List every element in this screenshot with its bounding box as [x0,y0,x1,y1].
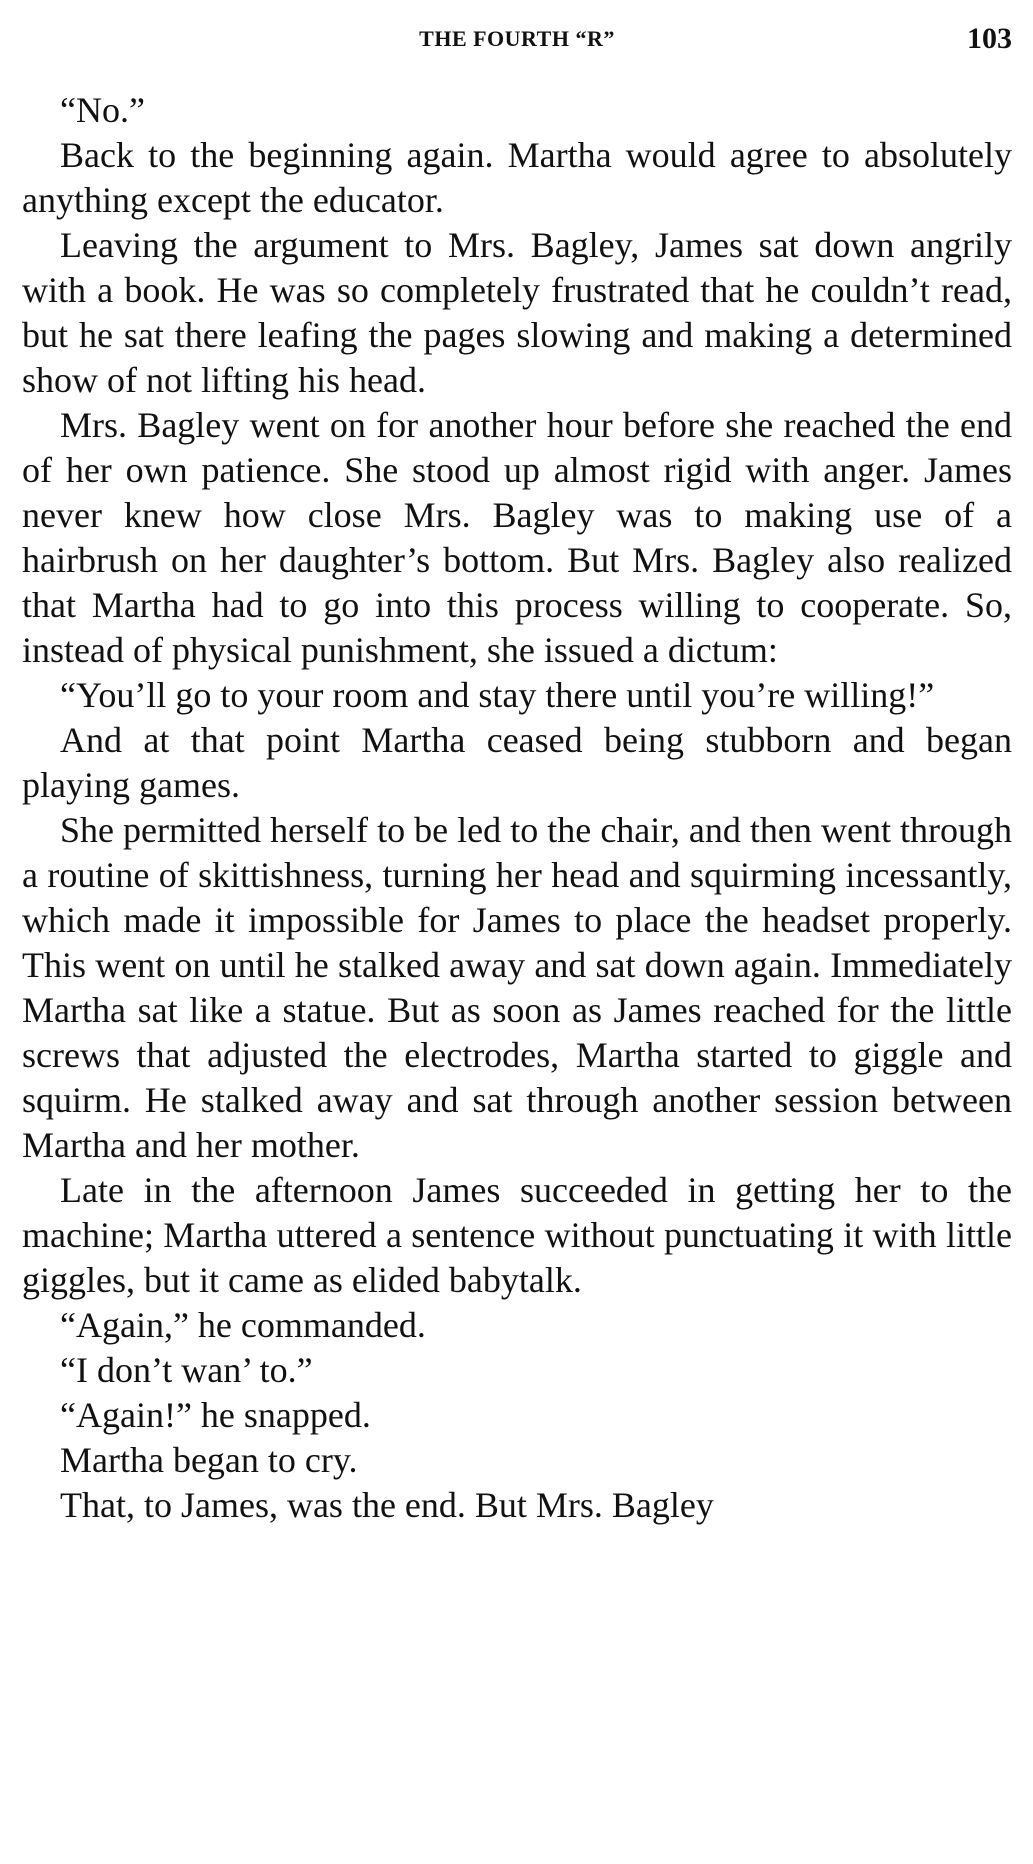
paragraph: Martha began to cry. [60,1440,358,1480]
paragraph: That, to James, was the end. But Mrs. Bagley [60,1485,714,1525]
paragraph: Mrs. Bagley went on for another hour before she reached the end of her own patience. She stood up almost rigid with anger. James never knew how close Mrs. Bagley was to making use of a hairbrush on her daughter’s bottom. But Mrs. Bagley also realized that Martha had to go into this process willing to cooperate. So, instead of physical punishment, she issued a dictum: [22,405,1012,670]
page-header [22,22,1012,62]
paragraph: Back to the beginning again. Martha would agree to absolutely anything except the educator. [22,135,1012,220]
paragraph: And at that point Martha ceased being stubborn and began playing games. [22,720,1012,805]
body-text [22,88,1012,1528]
paragraph: “No.” [60,90,145,130]
paragraph: Late in the afternoon James succeeded in getting her to the machine; Martha uttered a sentence without punctuating it with little giggles, but it came as elided babytalk. [22,1170,1012,1300]
paragraph: Leaving the argument to Mrs. Bagley, James sat down angrily with a book. He was so completely frustrated that he couldn’t read, but he sat there leafing the pages slowing and making a determined show of not lifting his head. [22,225,1012,400]
page-number: 103 [967,22,1012,55]
paragraph: “You’ll go to your room and stay there until you’re willing!” [60,675,935,715]
running-head: THE FOURTH “R” [419,26,615,51]
paragraph: “I don’t wan’ to.” [60,1350,313,1390]
paragraph: “Again,” he commanded. [60,1305,426,1345]
paragraph: She permitted herself to be led to the chair, and then went through a routine of skittishness, turning her head and squirming incessantly, which made it impossible for James to place the headset properly. This went on until he stalked away and sat down again. Immediately Martha sat like a statue. But as soon as James reached for the little screws that adjusted the electrodes, Martha started to giggle and squirm. He stalked away and sat through another session between Martha and her mother. [22,810,1012,1165]
paragraph: “Again!” he snapped. [60,1395,371,1435]
